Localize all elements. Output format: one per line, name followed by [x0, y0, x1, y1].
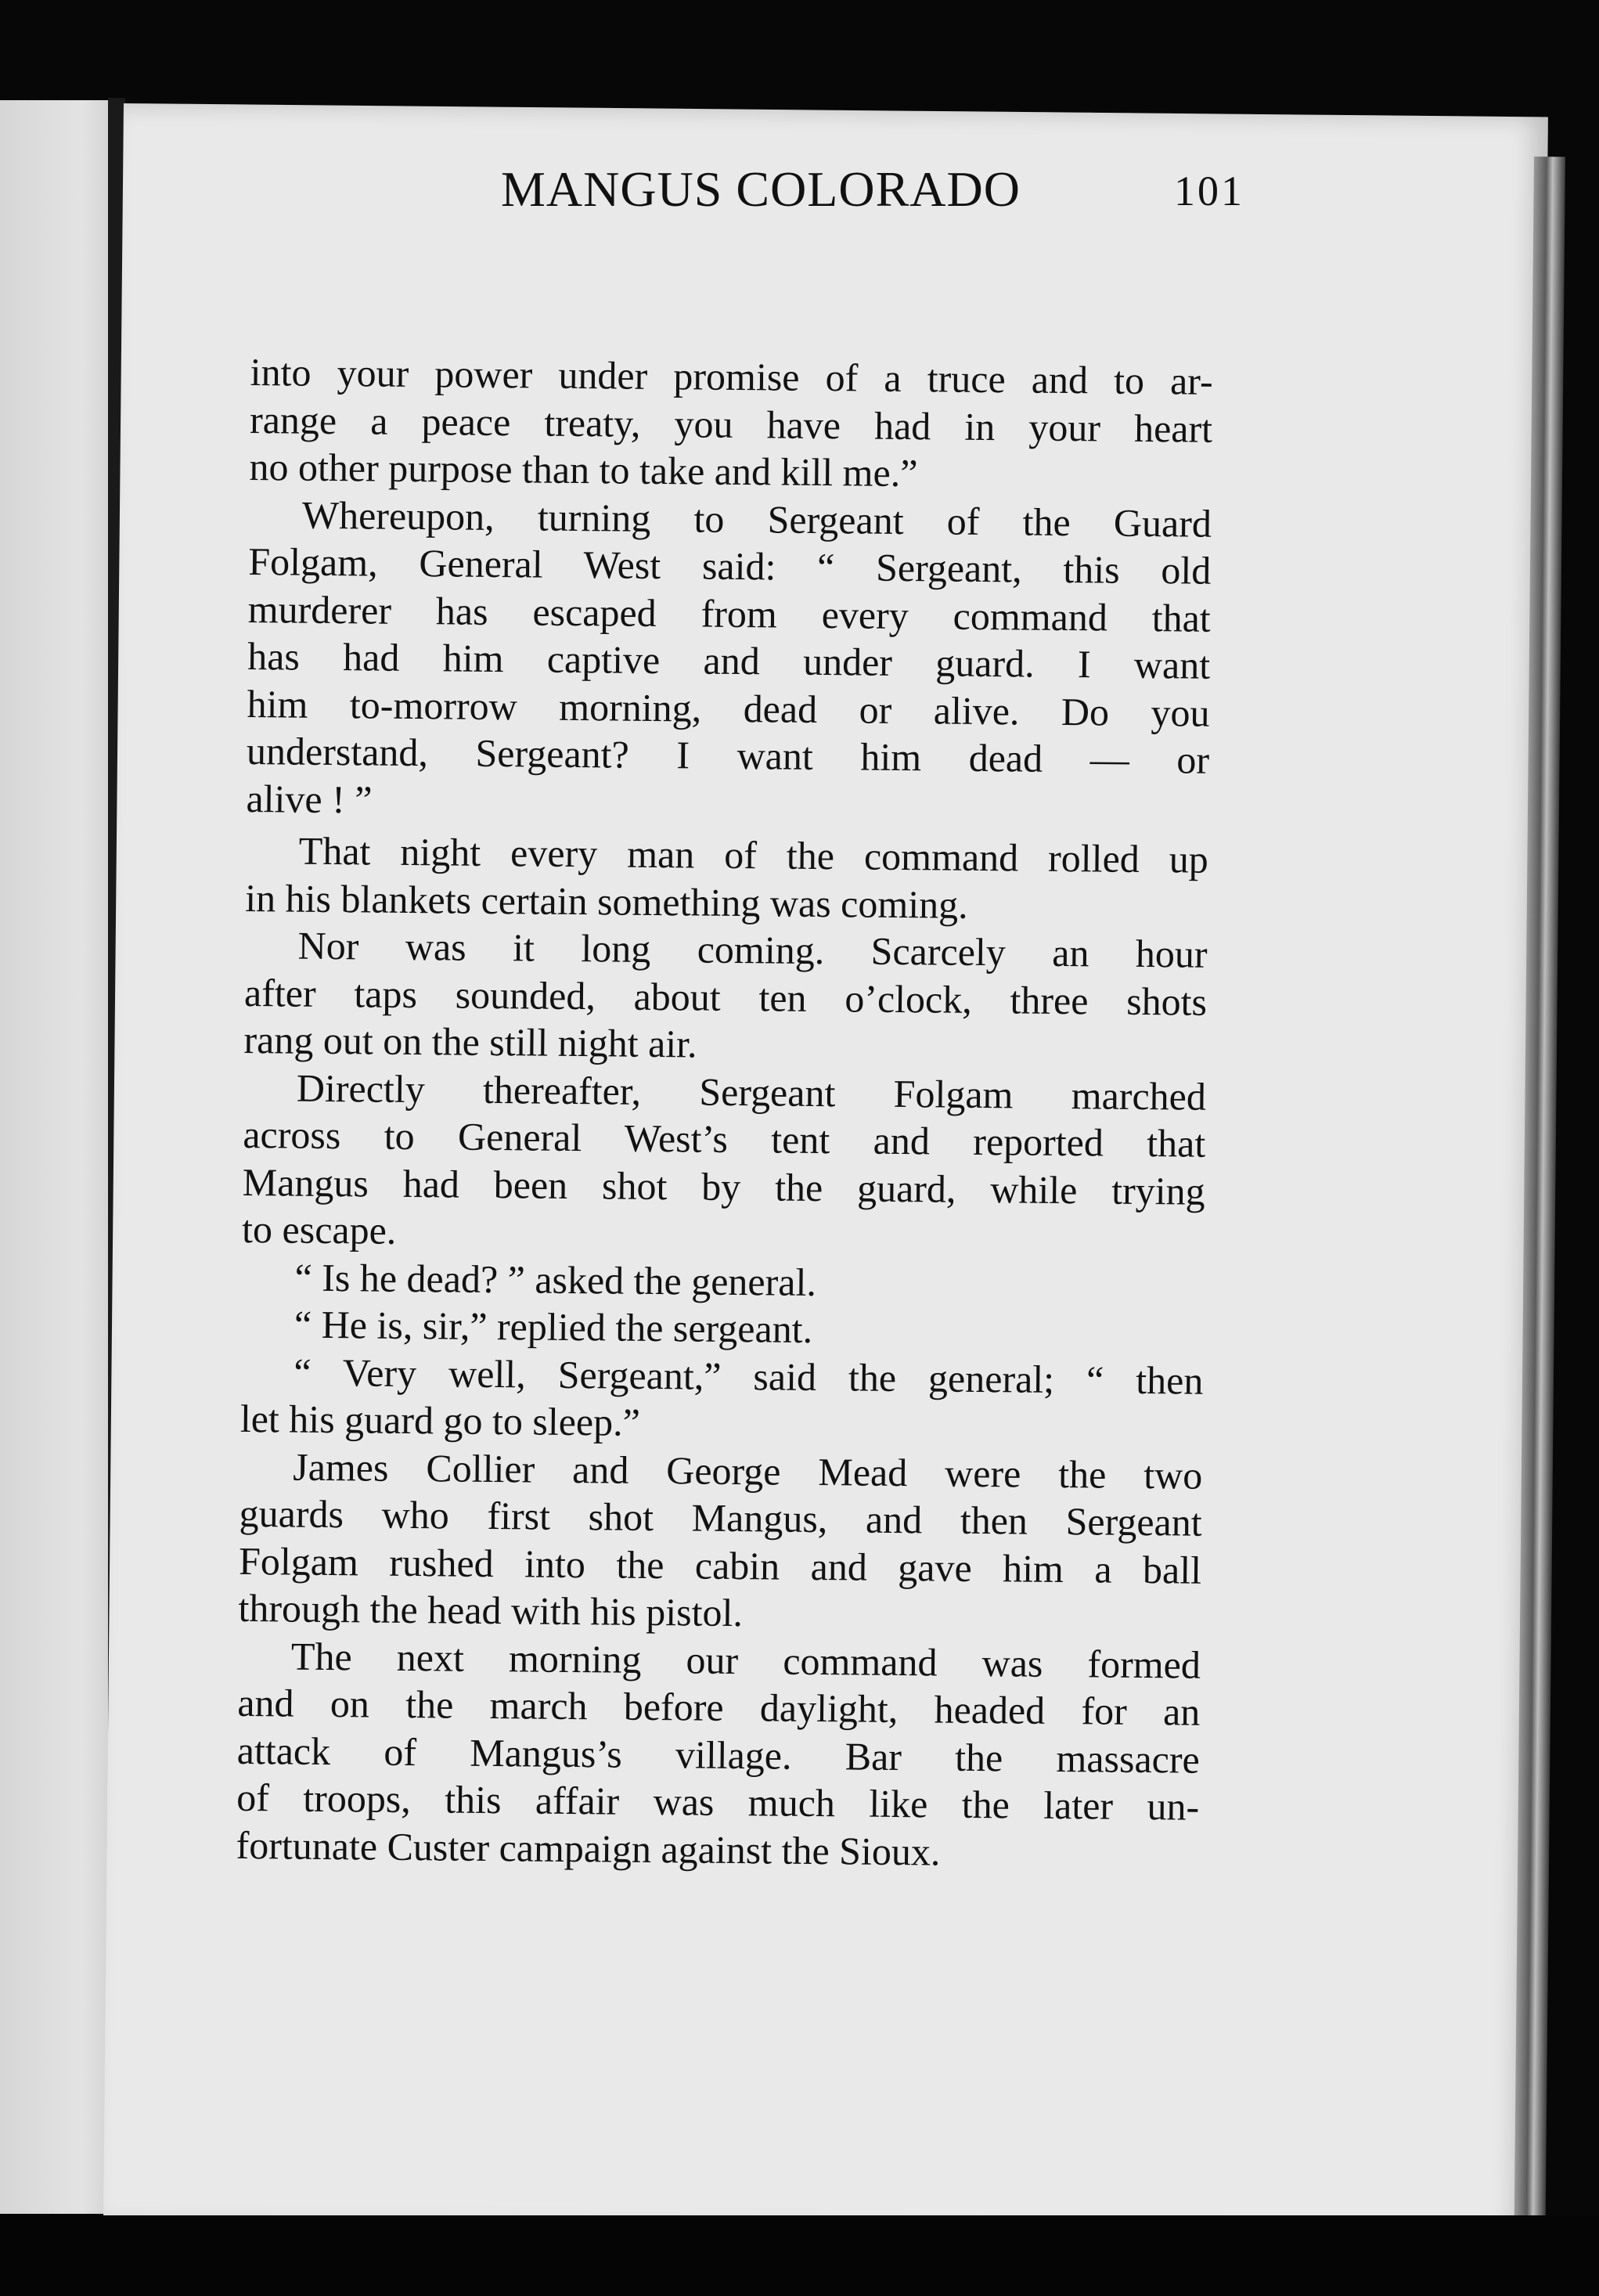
text-line: attack of Mangus’s village. Bar the massacre	[236, 1728, 1201, 1782]
running-head: MANGUS COLORADO	[501, 161, 1021, 217]
text-line: across to General West’s tent and reported that	[243, 1112, 1206, 1166]
text-line: Whereupon, turning to Sergeant of the Guard	[301, 492, 1212, 546]
text-line: in his blankets certain something was coming.	[244, 875, 968, 927]
page-header	[376, 160, 1244, 223]
text-line: range a peace treaty, you have had in your heart	[249, 397, 1213, 451]
text-line: That night every man of the command rolled up	[298, 828, 1209, 881]
text-line: Folgam, General West said: “ Sergeant, this old	[248, 539, 1212, 593]
text-line: to escape.	[241, 1206, 397, 1253]
body-text	[236, 348, 1213, 1878]
text-line: rang out on the still night air.	[243, 1017, 697, 1066]
text-line: The next morning our command was formed	[290, 1634, 1201, 1687]
page-number: 101	[1174, 168, 1244, 214]
text-line: has had him captive and under guard. I want	[247, 633, 1211, 687]
text-line: him to-morrow morning, dead or alive. Do you	[247, 681, 1210, 735]
text-line: James Collier and George Mead were the two	[293, 1444, 1203, 1498]
text-line: murderer has escaped from every command that	[247, 586, 1212, 640]
text-line: Nor was it long coming. Scarcely an hour	[297, 923, 1208, 976]
text-line: Folgam rushed into the cabin and gave him a ball	[238, 1538, 1202, 1592]
text-line: “ He is, sir,” replied the sergeant.	[294, 1302, 813, 1351]
text-line: and on the march before daylight, headed for an	[237, 1680, 1201, 1734]
text-line: fortunate Custer campaign against the Sioux.	[236, 1822, 941, 1874]
text-line: into your power under promise of a truce and to ar-	[250, 349, 1213, 403]
text-line: let his guard go to sleep.”	[239, 1396, 641, 1444]
text-line: no other purpose than to take and kill me.”	[249, 444, 918, 496]
text-line: guards who first shot Mangus, and then Sergeant	[239, 1490, 1202, 1544]
text-line: “ Very well, Sergeant,” said the general; “ then	[294, 1350, 1204, 1403]
text-line: after taps sounded, about ten o’clock, three shots	[243, 970, 1208, 1024]
text-line: through the head with his pistol.	[238, 1585, 744, 1635]
text-line: Directly thereafter, Sergeant Folgam marched	[296, 1065, 1207, 1119]
scan-border	[0, 2215, 1599, 2296]
text-line: of troops, this affair was much like the later un-	[236, 1775, 1200, 1829]
text-line: Mangus had been shot by the guard, while trying	[242, 1159, 1205, 1213]
text-line: understand, Sergeant? I want him dead — or	[246, 728, 1210, 782]
text-line: alive ! ”	[246, 776, 373, 822]
facing-page-edge	[0, 100, 117, 2214]
text-line: “ Is he dead? ” asked the general.	[294, 1255, 817, 1304]
